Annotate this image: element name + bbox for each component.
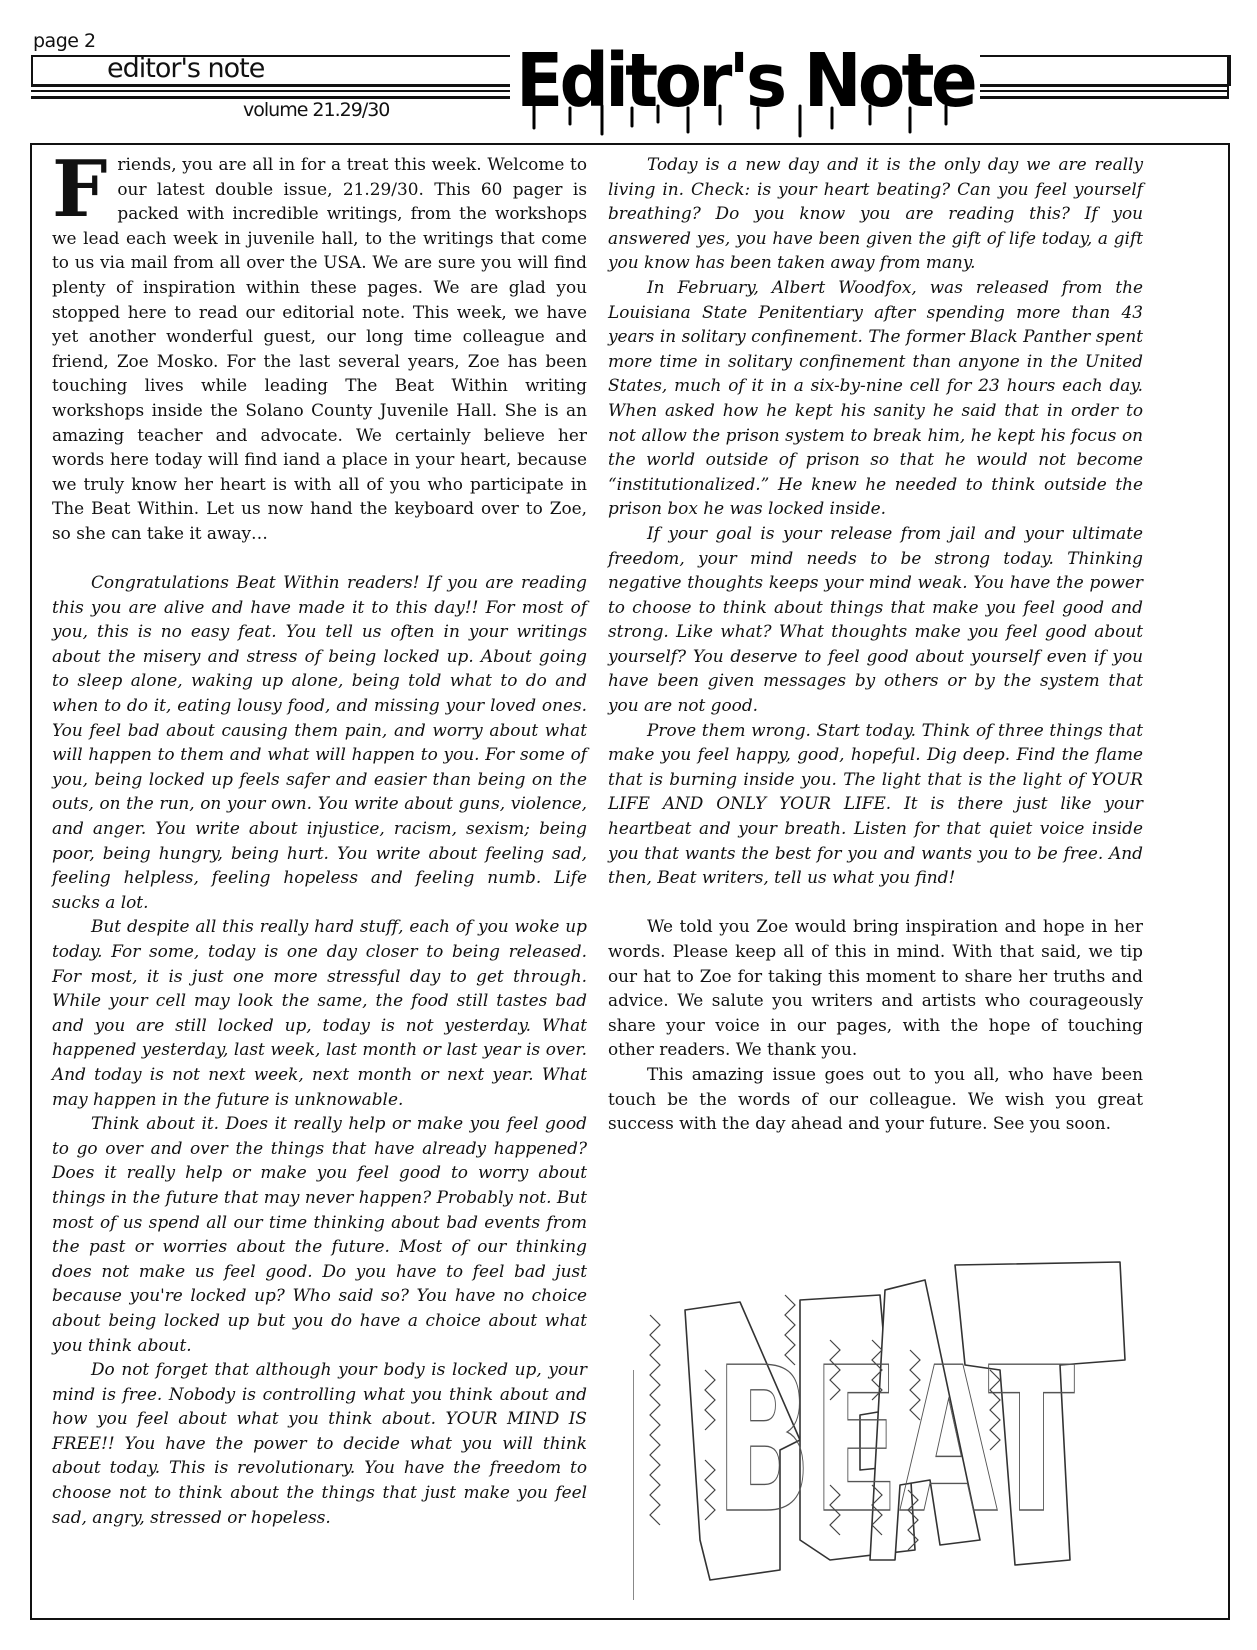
beat-drawing — [630, 1240, 1150, 1605]
drop-cap: F — [52, 144, 108, 235]
intro-text: riends, you are all in for a treat this week. Welcome to our latest double issue, 21.29/30. This 60 pager is packed with incredible writings, from the workshops we lead each week in juvenile hall, to the writings that come to us via mail from all over the USA. We are sure you will find plenty of inspiration within these pages. We are glad you stopped here to read our editorial note. This week, we have yet another wonderful guest, our long time colleague and friend, Zoe Mosko. For the last several years, Zoe has been touching lives while leading The Beat Within writing workshops inside the Solano County Juvenile Hall. She is an amazing teacher and advocate. We certainly believe her words here today will find iand a place in your heart, because we truly know her heart is with all of you who participate in The Beat Within. Let us now hand the keyboard over to Zoe, so she can take it away… — [52, 154, 587, 543]
header-rule — [1227, 55, 1229, 99]
intro-paragraph — [52, 144, 587, 546]
guest-paragraph: Congratulations Beat Within readers! If you are reading this you are alive and have made it to this day!! For most of you, this is no easy feat. You tell us often in your writings about the misery and stress of being locked up. About going to sleep alone, waking up alone, being told what to do and when to do it, eating lousy food, and missing your loved ones. You feel bad about causing them pain, and worry about what will happen to them and what will happen to you. For some of you, being locked up feels safer and easier than being on the outs, on the run, on your own. You write about guns, violence, and anger. You write about injustice, racism, sexism; being poor, being hungry, being hurt. You write about feeling sad, feeling helpless, feeling hopeless and feeling numb. Life sucks a lot. — [52, 572, 587, 912]
guest-paragraph: If your goal is your release from jail and your ultimate freedom, your mind needs to be strong today. Thinking negative thoughts keeps your mind weak. You have the power to choose to think about things that make you feel good and strong. Like what? What thoughts make you feel good about yourself? You deserve to feel good about yourself even if you have been given messages by others or by the system that you are not good. — [608, 522, 1143, 716]
guest-paragraph: But despite all this really hard stuff, each of you woke up today. For some, today is one day closer to being released. For most, it is just one more stressful day to get through. While your cell may look the same, the food still tastes bad and you are still locked up, today is not yesterday. What happened yesterday, last week, last month or last year is over. And today is not next week, next month or next year. What may happen in the future is unknowable. — [52, 916, 587, 1109]
guest-paragraph: Think about it. Does it really help or make you feel good to go over and over the things that have already happened? Does it really help or make you feel good to worry about things in the future that may never happen? Probably not. But most of us spend all our time thinking about bad events from the past or worries about the future. Most of our thinking does not make us feel good. Do you have to feel bad just because you're locked up? Who said so? You have no choice about being locked up but you do have a choice about what you think about. — [52, 1113, 587, 1355]
article-column-left — [52, 144, 587, 1529]
guest-paragraph: In February, Albert Woodfox, was released from the Louisiana State Penitentiary after spending more than 43 years in solitary confinement. The former Black Panther spent more time in solitary confinement than anyone in the United States, much of it in a six-by-nine cell for 23 hours each day. When asked how he kept his sanity he said that in order to not allow the prison system to break him, he kept his focus on the world outside of prison so that he would not become “institutionalized.” He knew he needed to think outside the prison box he was locked inside. — [608, 276, 1143, 519]
guest-paragraph: Do not forget that although your body is locked up, your mind is free. Nobody is controlling what you think about and how you feel about what you think about. YOUR MIND IS FREE!! You have the power to decide what you will think about today. This is revolutionary. You have the freedom to choose not to think about the things that just make you feel sad, angry, stressed or hopeless. — [52, 1359, 587, 1527]
editors-note-logo — [510, 28, 980, 140]
paragraph-gap — [608, 890, 1143, 915]
page-number: page 2 — [33, 30, 96, 52]
artwork-text: BEAT — [715, 1325, 1075, 1558]
guest-paragraph: Prove them wrong. Start today. Think of three things that make you feel happy, good, hopeful. Dig deep. Find the flame that is burning inside you. The light that is the light of YOUR LIFE AND ONLY YOUR LIFE. It is there just like your heartbeat and your breath. Listen for that quiet voice inside you that wants the best for you and wants you to be free. And then, Beat writers, tell us what you find! — [608, 719, 1143, 888]
paragraph-gap — [52, 546, 587, 571]
guest-paragraph: Today is a new day and it is the only day we are really living in. Check: is your heart beating? Can you feel yourself breathing? Do you know you are reading this? If you answered yes, you have been given the gift of life today, a gift you know has been taken away from many. — [608, 154, 1143, 273]
closing-paragraph: We told you Zoe would bring inspiration and hope in her words. Please keep all of this in mind. With that said, we tip our hat to Zoe for taking this moment to share her truths and advice. We salute you writers and artists who courageously share your voice in our pages, with the hope of touching other readers. We thank you. — [608, 916, 1143, 1060]
volume-label: volume 21.29/30 — [243, 99, 390, 121]
logo-text: Editor's Note — [516, 38, 975, 124]
article-column-right — [608, 152, 1143, 1136]
closing-paragraph: This amazing issue goes out to you all, who have been touch be the words of our colleague. We wish you great success with the day ahead and your future. See you soon. — [608, 1063, 1143, 1134]
section-label: editor's note — [107, 53, 265, 84]
